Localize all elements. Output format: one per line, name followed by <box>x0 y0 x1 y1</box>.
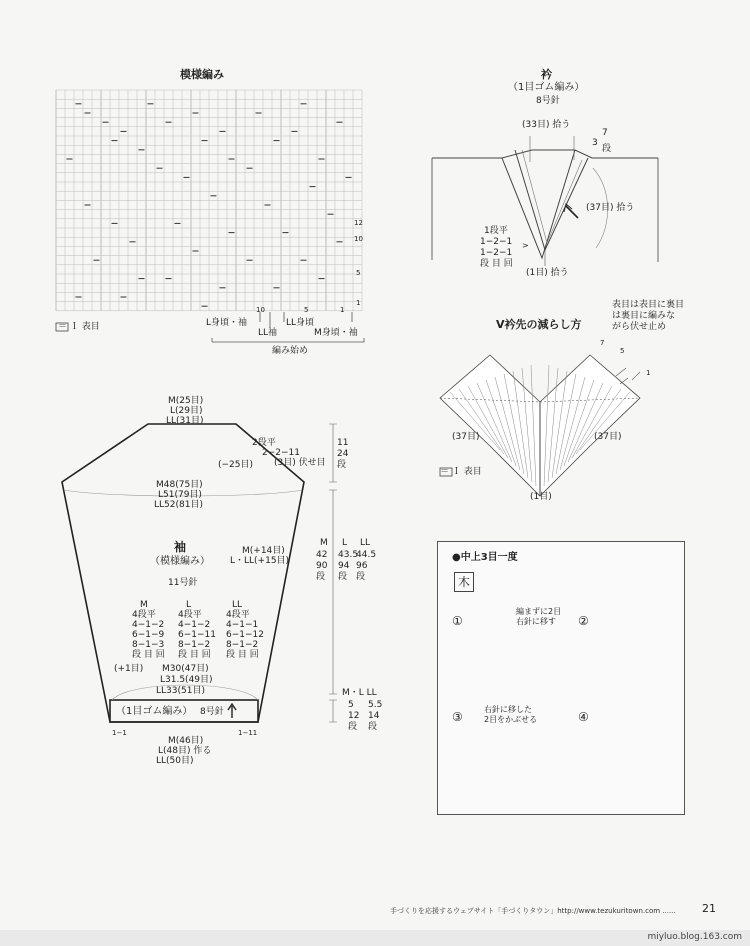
cap-dim-dan: 段 <box>337 460 347 470</box>
sleeve-bottom-m: M(46目) <box>168 736 204 746</box>
technique-symbol-icon: 木 <box>454 572 474 592</box>
shaping-cell: 4段平 <box>226 610 250 620</box>
shaping-cell: 4段平 <box>178 610 202 620</box>
sleeve-inc-m: M(+14目) <box>242 546 285 556</box>
rib-dim-value: 段 <box>368 722 378 732</box>
sleeve-rib: （1目ゴム編み） <box>116 706 193 717</box>
collar-body-outline <box>432 150 658 158</box>
sleeve-lower-ll: LL33(51目) <box>156 686 205 696</box>
shaping-cell: 段 目 回 <box>178 650 211 660</box>
vneck-num-1: 1 <box>646 369 651 377</box>
mark-l-body-sleeve: L身頃・袖 <box>206 318 248 328</box>
body-dim-value: 段 <box>356 572 366 582</box>
collar-v-inner <box>502 150 575 258</box>
collar-bind-row-1: 1−2−1 <box>480 237 513 247</box>
vneck-num-7: 7 <box>600 339 605 347</box>
body-dim-head: L <box>342 538 348 548</box>
pattern-chart-area <box>56 90 364 310</box>
row-number-10: 10 <box>354 235 363 243</box>
technique-title: ●中上3目一度 <box>452 552 518 563</box>
row-number-1: 1 <box>356 299 361 307</box>
body-dim-value: 44.5 <box>356 550 377 560</box>
body-dim-value: 段 <box>338 572 348 582</box>
vneck-note-2: がら伏せ止め <box>612 322 667 332</box>
step-2: ② <box>578 614 589 628</box>
body-dim-value: 段 <box>316 572 326 582</box>
body-dim-value: 42 <box>316 550 328 560</box>
sleeve-top-ll: LL(31目) <box>166 416 204 426</box>
collar-needle: 8号針 <box>536 96 560 106</box>
collar-subtitle: （1目ゴム編み） <box>508 82 585 93</box>
sleeve-subtitle: （模様編み） <box>150 556 210 567</box>
shaping-cell: 4−1−1 <box>226 620 259 630</box>
sleeve-top-m: M(25目) <box>168 396 204 406</box>
collar-v-band-inner <box>522 150 582 243</box>
cap-dim-cm: 11 <box>337 438 349 448</box>
rib-dim-value: 12 <box>348 711 360 721</box>
rib-dim-value: 14 <box>368 711 380 721</box>
sleeve-needle: 11号針 <box>168 578 198 588</box>
row-number-5: 5 <box>356 269 361 277</box>
col-number-1: 1 <box>340 306 345 314</box>
sleeve-bind-0: 2段平 <box>252 438 276 448</box>
sleeve-plus1: (+1目) <box>114 664 144 674</box>
row-number-12: 12 <box>354 219 363 227</box>
shaping-cell: 6−1−12 <box>226 630 264 640</box>
vneck-right-count: (37目) <box>594 432 622 442</box>
rib-dim-head: M・L LL <box>342 688 377 698</box>
collar-bind-row-2: 1−2−1 <box>480 248 513 258</box>
note1-line2: 右針に移す <box>516 617 556 626</box>
collar-three: 3 <box>592 138 598 148</box>
collar-bind-row-0: 1段平 <box>484 226 508 236</box>
page-number: 21 <box>702 902 716 915</box>
table-head-l: L <box>186 600 192 610</box>
shaping-cell: 8−1−3 <box>132 640 165 650</box>
sleeve-bind-2: (3目) 伏せ目 <box>274 458 326 468</box>
cap-dimension-line <box>329 424 337 482</box>
rib-dim-value: 5.5 <box>368 700 383 710</box>
table-head-m: M <box>140 600 148 610</box>
shaping-cell: 8−1−2 <box>178 640 211 650</box>
step-3: ③ <box>452 710 463 724</box>
pattern-legend: ＝ Ｉ 表目 <box>58 322 100 332</box>
watermark: miyluo.blog.163.com <box>647 932 742 942</box>
vneck-note-1: は裏目に編みな <box>612 311 676 321</box>
sleeve-upper-ll: LL52(81目) <box>154 500 203 510</box>
sleeve-inc-l-ll: L・LL(+15目) <box>230 556 290 566</box>
col-number-10: 10 <box>256 306 265 314</box>
step-1: ① <box>452 614 463 628</box>
shaping-cell: 段 目 回 <box>132 650 165 660</box>
vneck-center-count: (1目) <box>530 492 552 502</box>
vneck-num-5: 5 <box>620 347 625 355</box>
footer-text: 手づくりを応援するウェブサイト「手づくりタウン」http://www.tezukuritown.com ...... <box>390 907 676 915</box>
body-dim-value: 43.5 <box>338 550 359 560</box>
sleeve-bottom-ll: LL(50目) <box>156 756 194 766</box>
pattern-title: 模様編み <box>180 68 224 81</box>
body-dim-head: M <box>320 538 328 548</box>
vneck-title: V衿先の減らし方 <box>496 318 582 331</box>
shaping-cell: 段 目 回 <box>226 650 259 660</box>
body-dim-value: 94 <box>338 561 350 571</box>
sleeve-lower-m: M30(47目) <box>162 664 209 674</box>
sleeve-minus25: (−25目) <box>218 460 254 470</box>
collar-title: 衿 <box>541 68 552 81</box>
rib-dim-value: 5 <box>348 700 354 710</box>
shaping-cell: 6−1−11 <box>178 630 216 640</box>
cap-dim-rows: 24 <box>337 449 349 459</box>
rib-dimension-line <box>329 700 337 722</box>
vneck-left-count: (37目) <box>452 432 480 442</box>
shaping-cell: 4段平 <box>132 610 156 620</box>
body-dim-value: 90 <box>316 561 328 571</box>
vneck-note-0: 表目は表目に裏目 <box>612 300 685 310</box>
shaping-cell: 4−1−2 <box>178 620 211 630</box>
step-4: ④ <box>578 710 589 724</box>
note3-line1: 右針に移した <box>484 705 532 714</box>
watermark-strip <box>0 930 750 946</box>
mark-ll-sleeve: LL袖 <box>258 328 278 338</box>
sleeve-upper-l: L51(79目) <box>158 490 202 500</box>
start-label: 編み始め <box>272 346 309 356</box>
mark-m-body-sleeve: M身頃・袖 <box>314 328 358 338</box>
vneck-legend: ＝ Ｉ 表目 <box>440 467 482 477</box>
note3-line2: 2目をかぶせる <box>484 715 538 724</box>
mark-ll-body: LL身頃 <box>286 318 315 328</box>
body-dim-value: 96 <box>356 561 368 571</box>
collar-dan: 段 <box>602 144 612 154</box>
collar-pick-top: (33目) 拾う <box>522 120 571 130</box>
note1-line1: 編まずに2目 <box>516 607 562 616</box>
shaping-cell: 6−1−9 <box>132 630 165 640</box>
shaping-cell: 4−1−2 <box>132 620 165 630</box>
collar-seven: 7 <box>602 128 608 138</box>
body-dim-head: LL <box>360 538 371 548</box>
collar-pick-side: (37目) 拾う <box>586 203 635 213</box>
collar-bind-brace: > <box>522 241 529 250</box>
shaping-cell: 8−1−2 <box>226 640 259 650</box>
collar-bind-row-3: 段 目 回 <box>480 259 513 269</box>
rib-dim-value: 段 <box>348 722 358 732</box>
knit-direction-arrow-icon <box>228 704 236 718</box>
sleeve-lower-l: L31.5(49目) <box>160 675 213 685</box>
sleeve-corner-right: 1−11 <box>238 729 258 737</box>
sleeve-bind-1: 2−2−11 <box>262 448 300 458</box>
technique-box <box>437 541 685 815</box>
sleeve-title: 袖 <box>174 540 187 554</box>
body-dimension-line <box>329 490 337 694</box>
collar-pick-guides <box>530 136 574 162</box>
sleeve-corner-left: 1−1 <box>112 729 127 737</box>
col-number-5: 5 <box>304 306 309 314</box>
sleeve-upper-m: M48(75目) <box>156 480 203 490</box>
sleeve-bottom-l: L(48目) 作る <box>158 746 212 756</box>
sleeve-top-l: L(29目) <box>170 406 203 416</box>
collar-pick-center: (1目) 拾う <box>526 268 569 278</box>
collar-arrow-icon <box>566 206 578 218</box>
table-head-ll: LL <box>232 600 243 610</box>
sleeve-rib-needle: 8号針 <box>200 707 224 717</box>
